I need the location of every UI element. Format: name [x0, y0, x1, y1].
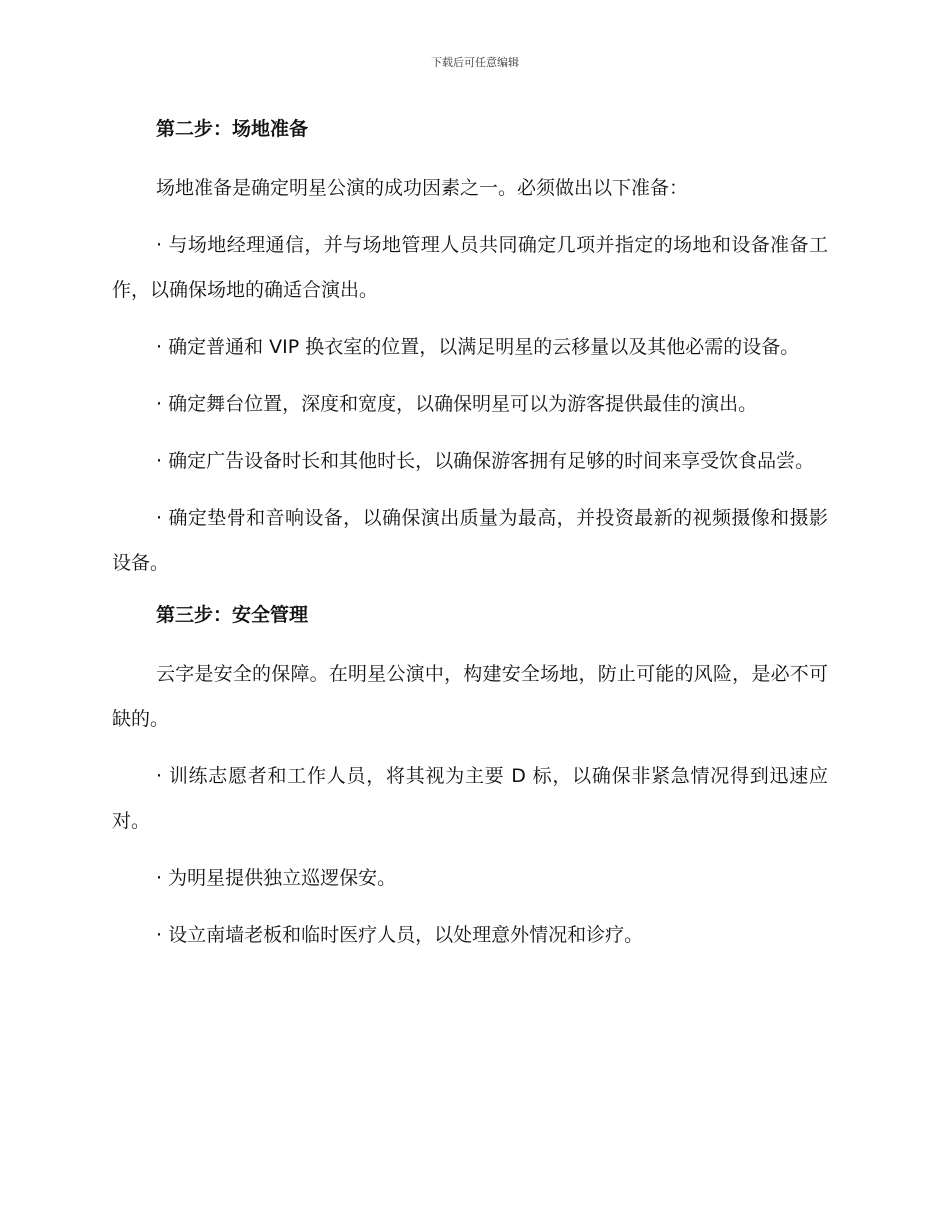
header-note: 下载后可任意编辑	[431, 56, 519, 69]
list-item: · 训练志愿者和工作人员，将其视为主要 D 标，以确保非紧急情况得到迅速应对。	[112, 765, 828, 832]
paragraph: 云字是安全的保障。在明星公演中，构建安全场地，防止可能的风险，是必不可缺的。	[112, 663, 828, 730]
list-item: · 确定普通和 VIP 换衣室的位置，以满足明星的云移量以及其他必需的设备。	[156, 336, 800, 358]
section-heading-safety: 第三步：安全管理	[156, 604, 309, 626]
list-item: · 为明星提供独立巡逻保安。	[156, 867, 397, 889]
list-item: · 与场地经理通信，并与场地管理人员共同确定几项并指定的场地和设备准备工作，以确保场地的确适合演出。	[112, 234, 828, 301]
list-item: · 设立南墙老板和临时医疗人员，以处理意外情况和诊疗。	[156, 924, 644, 946]
list-item: · 确定舞台位置，深度和宽度，以确保明星可以为游客提供最佳的演出。	[156, 393, 758, 415]
section-heading-venue: 第二步：场地准备	[156, 118, 309, 140]
document-body	[112, 112, 828, 970]
list-item: · 确定垫骨和音响设备，以确保演出质量为最高，并投资最新的视频摄像和摄影设备。	[112, 507, 828, 574]
paragraph: 场地准备是确定明星公演的成功因素之一。必须做出以下准备：	[156, 177, 689, 199]
list-item: · 确定广告设备时长和其他时长，以确保游客拥有足够的时间来享受饮食品尝。	[156, 450, 815, 472]
